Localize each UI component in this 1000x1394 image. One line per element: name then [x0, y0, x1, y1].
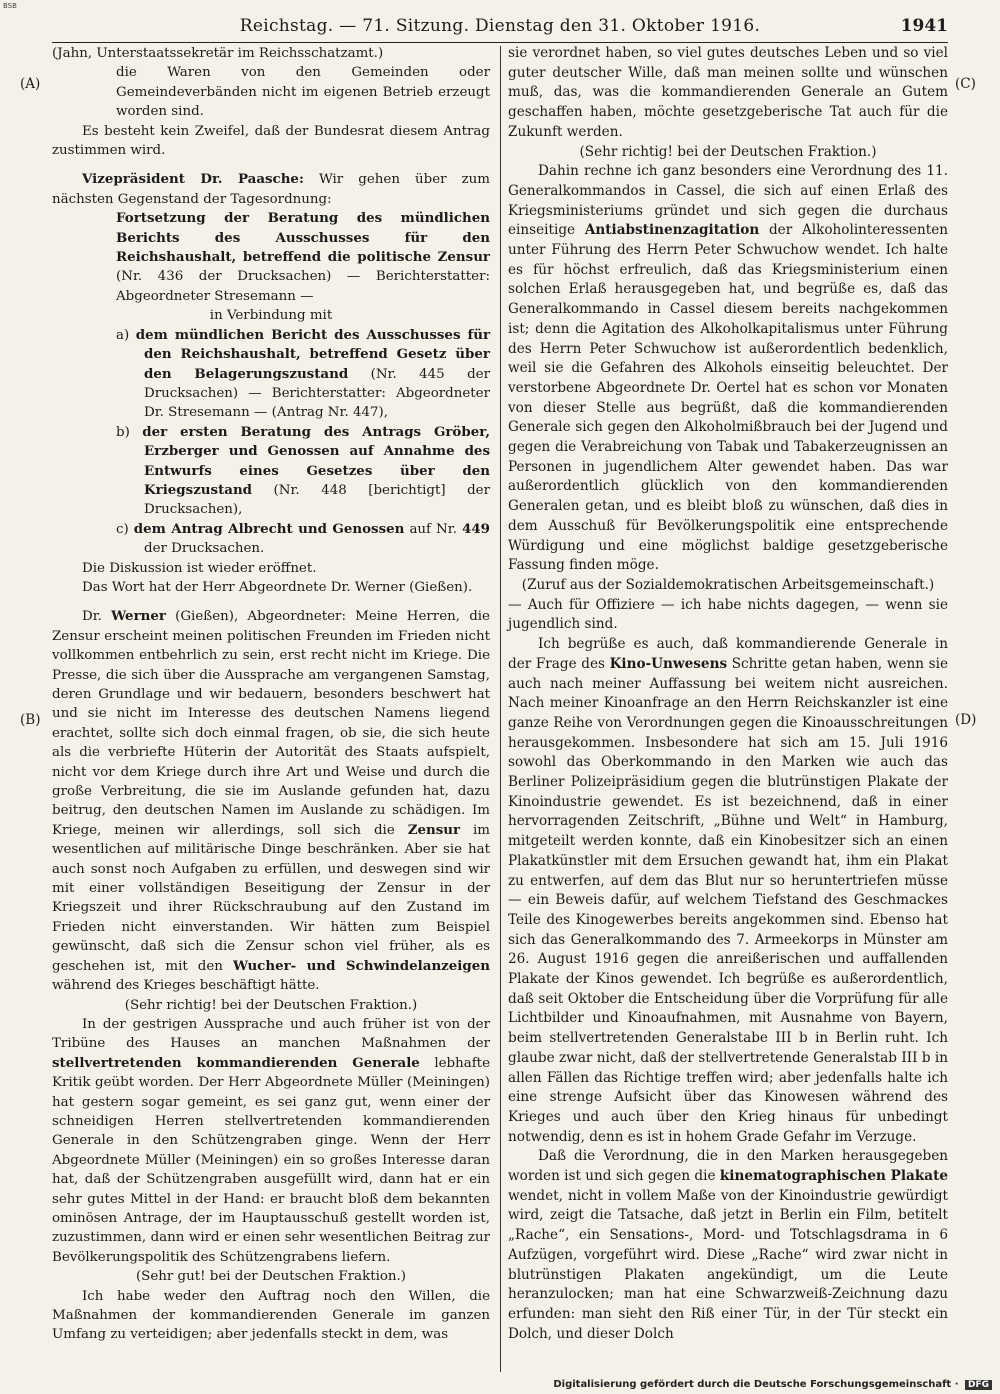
speaker-name: Vizepräsident Dr. Paasche: — [82, 171, 304, 188]
interjection: (Zuruf aus der Sozialdemokratischen Arbeitsgemeinschaft.) — [521, 576, 935, 593]
agenda-subitem-c: c) dem Antrag Albrecht und Genossen auf Nr. 449 der Drucksachen. — [116, 520, 490, 557]
interjection: (Sehr richtig! bei der Deutschen Fraktion.) — [579, 143, 877, 160]
library-mark: BSB — [3, 2, 17, 10]
right-column — [508, 44, 948, 1344]
margin-letter-a: (A) — [20, 76, 41, 92]
interjection: (Sehr gut! bei der Deutschen Fraktion.) — [135, 1269, 407, 1285]
speech-paragraph: Ich habe weder den Auftrag noch den Willen, die Maßnahmen der kommandierenden Generale im ganzen Umfang zu verteidigen; aber jedenfalls steckt in dem, was — [52, 1288, 490, 1343]
margin-letter-b: (B) — [20, 712, 41, 728]
header-rule — [52, 42, 948, 43]
speech-paragraph: sie verordnet haben, so viel gutes deutsches Leben und so viel guter deutscher Wille, daß man meinen sollte und wünschen muß, das, was die kommandierenden Generale an Gutem geschaffen haben, möchte gesetzgeberische Tat auch für die Zukunft werden. — [508, 45, 948, 140]
agenda-conjunction: in Verbindung mit — [209, 308, 333, 324]
vice-president-paragraph: Vizepräsident Dr. Paasche: Wir gehen über zum nächsten Gegenstand der Tagesordnung: — [52, 171, 490, 207]
left-column — [52, 44, 490, 1345]
digitization-credit: Digitalisierung gefördert durch die Deutsche Forschungsgemeinschaft · DFG — [553, 1379, 992, 1390]
page-header — [52, 16, 948, 42]
agenda-subitem-a: a) dem mündlichen Bericht des Ausschusses für den Reichshaushalt, betreffend Gesetz über den Belagerungszustand (Nr. 445 der Drucksachen) — Berichterstatter: Abgeordneter Dr. Stresemann — (Antrag Nr. 447), — [116, 326, 491, 421]
page-number: 1941 — [900, 16, 948, 36]
margin-letter-d: (D) — [955, 712, 977, 728]
dfg-logo: DFG — [965, 1380, 992, 1390]
column-divider — [500, 46, 501, 1372]
speech-paragraph: In der gestrigen Aussprache und auch früher ist von der Tribüne des Hauses an manchen Maßnahmen der stellvertretenden kommandierenden Generale lebhafte Kritik geübt worden. Der Herr Abgeordnete Müller (Meiningen) hat gestern sogar gemeint, es sei ganz gut, wenn einer der schneidigen Herren stellvertretenden kommandierenden Generale in den Schützengraben ginge. Wenn der Herr Abgeordnete Müller (Meiningen) ein so großes Interesse daran hat, daß der Schützengraben ausgefüllt wird, dann hat er ein sehr gutes Mittel in der Hand: er braucht bloß dem bekannten ominösen Antrage, der im Hauptausschuß gestellt worden ist, zuzustimmen, dann wird er einen sehr wesentlichen Beitrag zur Bevölkerungspolitik des Schützengrabens liefern. — [52, 1016, 490, 1265]
speech-paragraph: Ich begrüße es auch, daß kommandierende Generale in der Frage des Kino-Unwesens Schritte getan haben, wenn sie auch nach meiner Auffassung bei weitem nicht ausreichen. Nach meiner Kinoanfrage an den Herrn Reichskanzler ist eine ganze Reihe von Verordnungen gegen die Kinoausschreitungen herausgekommen. Insbesondere hat sich am 15. Juli 1916 sowohl das Oberkommando in den Marken wie auch das Berliner Polizeipräsidium gegen die blutrünstigen Plakate der Kinoindustrie gewendet. Es ist bezeichnend, daß in einer hervorragenden Zeitschrift, „Bühne und Welt“ in Hamburg, mitgeteilt werden konnte, daß ein Kinobesitzer sich an einen Plakatkünstler mit dem Ersuchen gewandt hat, ihm ein Plakat zu entwerfen, auf dem das Blut nur so heruntertriefen müsse — ein Beweis dafür, auf welchem Tiefstand des Geschmackes Teile des Kinogewerbes bereits angekommen sind. Ebenso hat sich das Generalkommando des 7. Armeekorps in Münster am 26. August 1916 gegen die anreißerischen und auffallenden Plakate der Kinos gewendet. Ich begrüße es außerordentlich, daß seit Oktober die Entscheidung über die Vorprüfung für alle Lichtbilder und Kinoaufnahmen, mit Ausnahme von Bayern, beim stellvertretenden Generalstabe III b in Berlin ruht. Ich glaube zwar nicht, daß der stellvertretende Generalstab III b in allen Fällen das Richtige treffen wird; aber jedenfalls halte ich eine strenge Aufsicht über das Kinowesen während des Krieges und auch über den Krieg hinaus für unbedingt notwendig, denn es ist in hohem Grade Gefahr im Verzuge. — [508, 636, 948, 1145]
paragraph: die Waren von den Gemeinden oder Gemeindeverbänden nicht im eigenen Betrieb erzeugt worden sind. — [116, 65, 490, 120]
paragraph: Das Wort hat der Herr Abgeordnete Dr. Werner (Gießen). — [82, 579, 473, 595]
agenda-title: Fortsetzung der Beratung des mündlichen Berichts des Ausschusses für den Reichshaushalt, betreffend die politische Zensur — [116, 210, 490, 266]
speech-paragraph: Dr. Werner (Gießen), Abgeordneter: Meine Herren, die Zensur erscheint meinen politischen Freunden im Frieden nicht vollkommen entbehrlich zu sein, erst recht nicht im Kriege. Die Presse, die sich über die Aussprache am vergangenen Samstag, deren Grundlage und wir bedauern, besonders beschwert hat und sie nicht im Interesse des deutschen Namens liegend erachtet, sollte sich doch einmal fragen, ob sie, die sich heute als die verbriefte Hüterin der Autorität des Staats aufspielt, nicht vor dem Kriege durch ihre Art und Weise und durch die große Verbreitung, die sie im Auslande gefunden hat, dazu beitrug, den deutschen Namen im Auslande zu schädigen. Im Kriege, meinen wir allerdings, soll sich die Zensur im wesentlichen auf militärische Dinge beschränken. Aber sie hat auch sonst noch Aufgaben zu erfüllen, und deswegen sind wir mit einer vollständigen Beseitigung der Zensur in der Kriegszeit und ihrer Rückschraubung auf den Zustand im Frieden nicht einverstanden. Wir hätten zum Beispiel gewünscht, daß sich die Zensur schon viel früher, als es geschehen ist, mit den Wucher- und Schwindelanzeigen während des Krieges beschäftigt hätte. — [52, 608, 491, 994]
margin-letter-c: (C) — [955, 76, 976, 92]
agenda-item: Fortsetzung der Beratung des mündlichen Berichts des Ausschusses für den Reichshaushalt, betreffend die politische Zensur (Nr. 436 der Drucksachen) — Berichterstatter: Abgeordneter Stresemann — — [116, 210, 490, 304]
speech-paragraph: Daß die Verordnung, die in den Marken herausgegeben worden ist und sich gegen die kinematographischen Plakate wendet, nicht in vollem Maße von der Kinoindustrie gewürdigt wird, zeigt die Tatsache, daß jetzt in Berlin ein Film, betitelt „Rache“, ein Sensations-, Mord- und Totschlagsdrama in 6 Aufzügen, vorgeführt wird. Diese „Rache“ wird zwar nicht in blutrünstigen Plakaten angekündigt, um die Leute heranzulocken; man hat eine Schwarzweiß-Zeichnung dazu erfunden: man sieht den Riß einer Tür, in der Tür steckt ein Dolch, und dieser Dolch — [508, 1148, 948, 1342]
speaker-name: Werner — [111, 608, 166, 625]
paragraph: Es besteht kein Zweifel, daß der Bundesrat diesem Antrag zustimmen wird. — [52, 123, 490, 159]
speech-paragraph: — Auch für Offiziere — ich habe nichts dagegen, — wenn sie jugendlich sind. — [508, 596, 948, 633]
interjection: (Sehr richtig! bei der Deutschen Fraktion.) — [124, 997, 418, 1013]
agenda-subitem-b: b) der ersten Beratung des Antrags Gröber, Erzberger und Genossen auf Annahme des Entwurfs eines Gesetzes über den Kriegszustand (Nr. 448 [berichtigt] der Drucksachen), — [116, 423, 490, 518]
paragraph: Die Diskussion ist wieder eröffnet. — [82, 560, 317, 576]
running-title: Reichstag. — 71. Sitzung. Dienstag den 31. Oktober 1916. — [239, 16, 761, 36]
speech-paragraph: Dahin rechne ich ganz besonders eine Verordnung des 11. Generalkommandos in Cassel, die sich auf einen Erlaß des Kriegsministeriums gründet und sich gegen die durchaus einseitige Antiabstinenzagitation der Alkoholinteressenten unter Führung des Herrn Peter Schwuchow wendet. Ich halte es für höchst erfreulich, daß das Kriegsministerium einen solchen Erlaß herausgegeben hat, und begrüße es, daß das Generalkommando in Cassel diesem bereits nachgekommen ist; denn die Agitation des Alkoholkapitalismus unter Führung des Herrn Peter Schwuchow ist außerordentlich bedenklich, weil sie die Gefahren des Alkohols einseitig beleuchtet. Der verstorbene Abgeordnete Dr. Oertel hat es schon vor Monaten von dieser Stelle aus begrüßt, daß die kommandierenden Generale sich gegen den Alkoholmißbrauch bei der Jugend und gegen die Verabreichung von Tabak und Tabakerzeugnissen an Personen in jugendlichem Alter gewendet haben. Das war außerordentlich glücklich von den kommandierenden Generalen getan, und es bleibt bloß zu wünschen, daß dies in dem Ausschuß für Bevölkerungspolitik eine entsprechende Würdigung und eine möglichst baldige gesetzgeberische Fassung finden möge. — [508, 163, 948, 574]
speaker-note: (Jahn, Unterstaatssekretär im Reichsschatzamt.) — [52, 46, 384, 61]
